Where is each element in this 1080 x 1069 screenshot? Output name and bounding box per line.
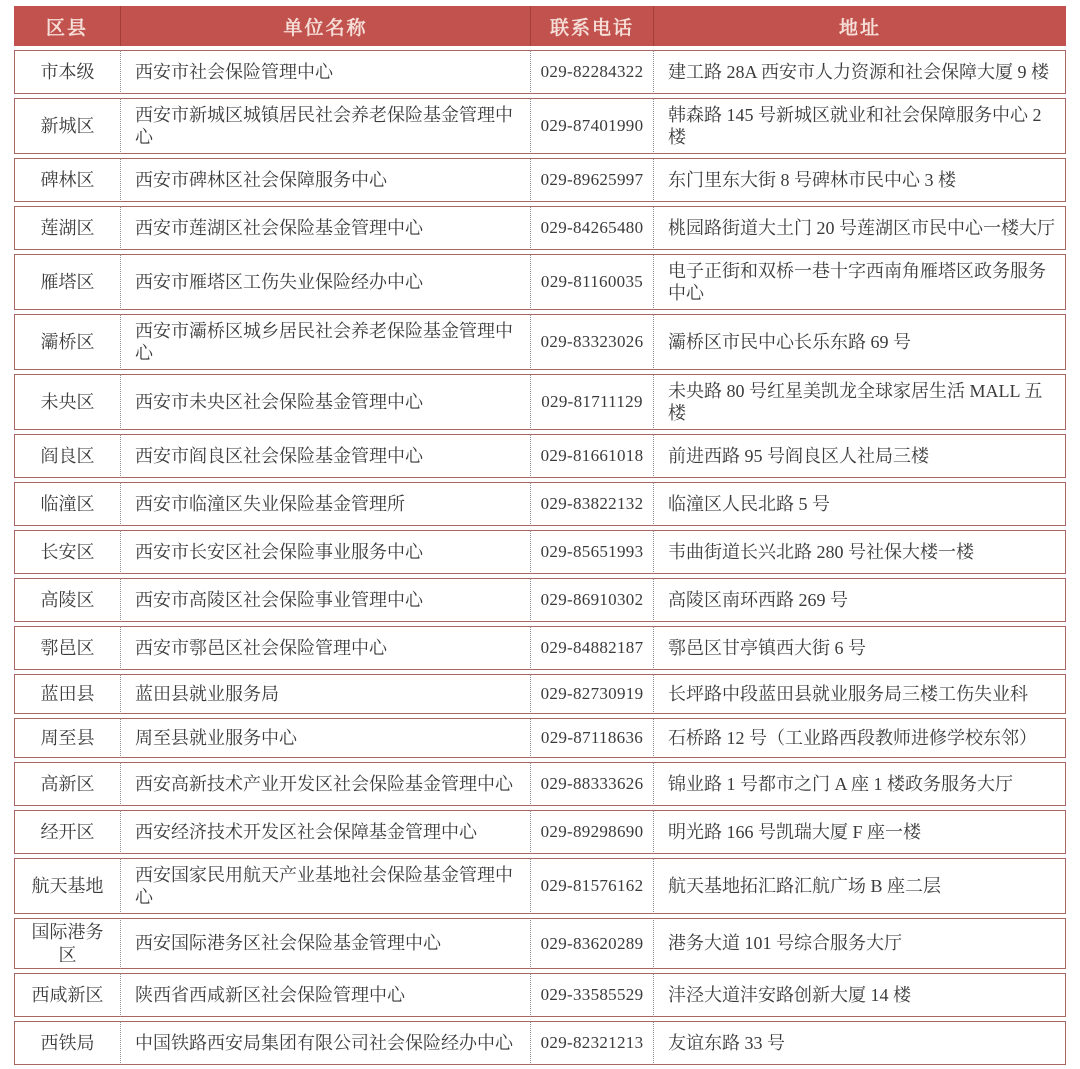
district-cell: 灞桥区 — [14, 314, 120, 370]
table-row — [14, 626, 1066, 670]
table-row — [14, 578, 1066, 622]
address-cell: 桃园路街道大土门 20 号莲湖区市民中心一楼大厅 — [653, 206, 1066, 250]
district-cell: 经开区 — [14, 810, 120, 854]
table-row — [14, 50, 1066, 94]
address-cell: 灞桥区市民中心长乐东路 69 号 — [653, 314, 1066, 370]
phone-cell: 029-86910302 — [530, 578, 653, 622]
phone-cell: 029-33585529 — [530, 973, 653, 1017]
table-row — [14, 482, 1066, 526]
phone-cell: 029-83822132 — [530, 482, 653, 526]
header-cell-address: 地址 — [653, 6, 1066, 46]
district-cell: 西铁局 — [14, 1021, 120, 1065]
phone-cell: 029-85651993 — [530, 530, 653, 574]
phone-cell: 029-81576162 — [530, 858, 653, 914]
district-cell: 高陵区 — [14, 578, 120, 622]
table-row — [14, 762, 1066, 806]
unit-cell: 西安市阎良区社会保险基金管理中心 — [120, 434, 530, 478]
table-row — [14, 98, 1066, 154]
unit-cell: 西安市灞桥区城乡居民社会养老保险基金管理中心 — [120, 314, 530, 370]
table-row — [14, 314, 1066, 370]
phone-cell: 029-83620289 — [530, 918, 653, 969]
phone-cell: 029-89625997 — [530, 158, 653, 202]
table-row — [14, 206, 1066, 250]
district-cell: 莲湖区 — [14, 206, 120, 250]
table-row — [14, 434, 1066, 478]
district-cell: 未央区 — [14, 374, 120, 430]
unit-cell: 西安市社会保险管理中心 — [120, 50, 530, 94]
address-cell: 韦曲街道长兴北路 280 号社保大楼一楼 — [653, 530, 1066, 574]
table-row — [14, 254, 1066, 310]
table-row — [14, 918, 1066, 969]
phone-cell: 029-82730919 — [530, 674, 653, 714]
unit-cell: 西安高新技术产业开发区社会保险基金管理中心 — [120, 762, 530, 806]
header-cell-unit: 单位名称 — [120, 6, 530, 46]
header-cell-district: 区县 — [14, 6, 120, 46]
table-row — [14, 374, 1066, 430]
phone-cell: 029-82321213 — [530, 1021, 653, 1065]
address-cell: 鄠邑区甘亭镇西大街 6 号 — [653, 626, 1066, 670]
address-cell: 未央路 80 号红星美凯龙全球家居生活 MALL 五楼 — [653, 374, 1066, 430]
unit-cell: 西安市碑林区社会保障服务中心 — [120, 158, 530, 202]
district-cell: 高新区 — [14, 762, 120, 806]
unit-cell: 西安市新城区城镇居民社会养老保险基金管理中心 — [120, 98, 530, 154]
phone-cell: 029-89298690 — [530, 810, 653, 854]
phone-cell: 029-83323026 — [530, 314, 653, 370]
unit-cell: 西安市高陵区社会保险事业管理中心 — [120, 578, 530, 622]
address-cell: 明光路 166 号凯瑞大厦 F 座一楼 — [653, 810, 1066, 854]
unit-cell: 周至县就业服务中心 — [120, 718, 530, 758]
table-body — [14, 50, 1066, 1065]
unit-cell: 西安市雁塔区工伤失业保险经办中心 — [120, 254, 530, 310]
address-cell: 锦业路 1 号都市之门 A 座 1 楼政务服务大厅 — [653, 762, 1066, 806]
district-contact-table — [14, 2, 1066, 1069]
table-row — [14, 674, 1066, 714]
phone-cell: 029-82284322 — [530, 50, 653, 94]
table-row — [14, 810, 1066, 854]
address-cell: 沣泾大道沣安路创新大厦 14 楼 — [653, 973, 1066, 1017]
district-cell: 蓝田县 — [14, 674, 120, 714]
address-cell: 韩森路 145 号新城区就业和社会保障服务中心 2 楼 — [653, 98, 1066, 154]
unit-cell: 西安市鄠邑区社会保险管理中心 — [120, 626, 530, 670]
table-row — [14, 718, 1066, 758]
address-cell: 长坪路中段蓝田县就业服务局三楼工伤失业科 — [653, 674, 1066, 714]
table-row — [14, 973, 1066, 1017]
phone-cell: 029-87401990 — [530, 98, 653, 154]
header-cell-phone: 联系电话 — [530, 6, 653, 46]
address-cell: 前进西路 95 号阎良区人社局三楼 — [653, 434, 1066, 478]
phone-cell: 029-88333626 — [530, 762, 653, 806]
phone-cell: 029-84265480 — [530, 206, 653, 250]
unit-cell: 西安市长安区社会保险事业服务中心 — [120, 530, 530, 574]
address-cell: 港务大道 101 号综合服务大厅 — [653, 918, 1066, 969]
table-row — [14, 1021, 1066, 1065]
district-cell: 国际港务区 — [14, 918, 120, 969]
phone-cell: 029-87118636 — [530, 718, 653, 758]
address-cell: 东门里东大街 8 号碑林市民中心 3 楼 — [653, 158, 1066, 202]
district-cell: 雁塔区 — [14, 254, 120, 310]
phone-cell: 029-81711129 — [530, 374, 653, 430]
address-cell: 友谊东路 33 号 — [653, 1021, 1066, 1065]
address-cell: 石桥路 12 号（工业路西段教师进修学校东邻） — [653, 718, 1066, 758]
district-cell: 碑林区 — [14, 158, 120, 202]
unit-cell: 西安市临潼区失业保险基金管理所 — [120, 482, 530, 526]
phone-cell: 029-81661018 — [530, 434, 653, 478]
unit-cell: 西安国际港务区社会保险基金管理中心 — [120, 918, 530, 969]
district-cell: 新城区 — [14, 98, 120, 154]
district-cell: 西咸新区 — [14, 973, 120, 1017]
unit-cell: 蓝田县就业服务局 — [120, 674, 530, 714]
table-row — [14, 530, 1066, 574]
district-cell: 航天基地 — [14, 858, 120, 914]
phone-cell: 029-81160035 — [530, 254, 653, 310]
unit-cell: 陕西省西咸新区社会保险管理中心 — [120, 973, 530, 1017]
address-cell: 建工路 28A 西安市人力资源和社会保障大厦 9 楼 — [653, 50, 1066, 94]
unit-cell: 西安市莲湖区社会保险基金管理中心 — [120, 206, 530, 250]
unit-cell: 西安市未央区社会保险基金管理中心 — [120, 374, 530, 430]
address-cell: 临潼区人民北路 5 号 — [653, 482, 1066, 526]
table-header-row — [14, 6, 1066, 46]
table-row — [14, 158, 1066, 202]
district-cell: 周至县 — [14, 718, 120, 758]
address-cell: 航天基地拓汇路汇航广场 B 座二层 — [653, 858, 1066, 914]
district-cell: 长安区 — [14, 530, 120, 574]
address-cell: 高陵区南环西路 269 号 — [653, 578, 1066, 622]
district-cell: 鄠邑区 — [14, 626, 120, 670]
district-cell: 市本级 — [14, 50, 120, 94]
district-cell: 阎良区 — [14, 434, 120, 478]
district-cell: 临潼区 — [14, 482, 120, 526]
unit-cell: 西安经济技术开发区社会保障基金管理中心 — [120, 810, 530, 854]
phone-cell: 029-84882187 — [530, 626, 653, 670]
unit-cell: 中国铁路西安局集团有限公司社会保险经办中心 — [120, 1021, 530, 1065]
table-row — [14, 858, 1066, 914]
unit-cell: 西安国家民用航天产业基地社会保险基金管理中心 — [120, 858, 530, 914]
address-cell: 电子正街和双桥一巷十字西南角雁塔区政务服务中心 — [653, 254, 1066, 310]
